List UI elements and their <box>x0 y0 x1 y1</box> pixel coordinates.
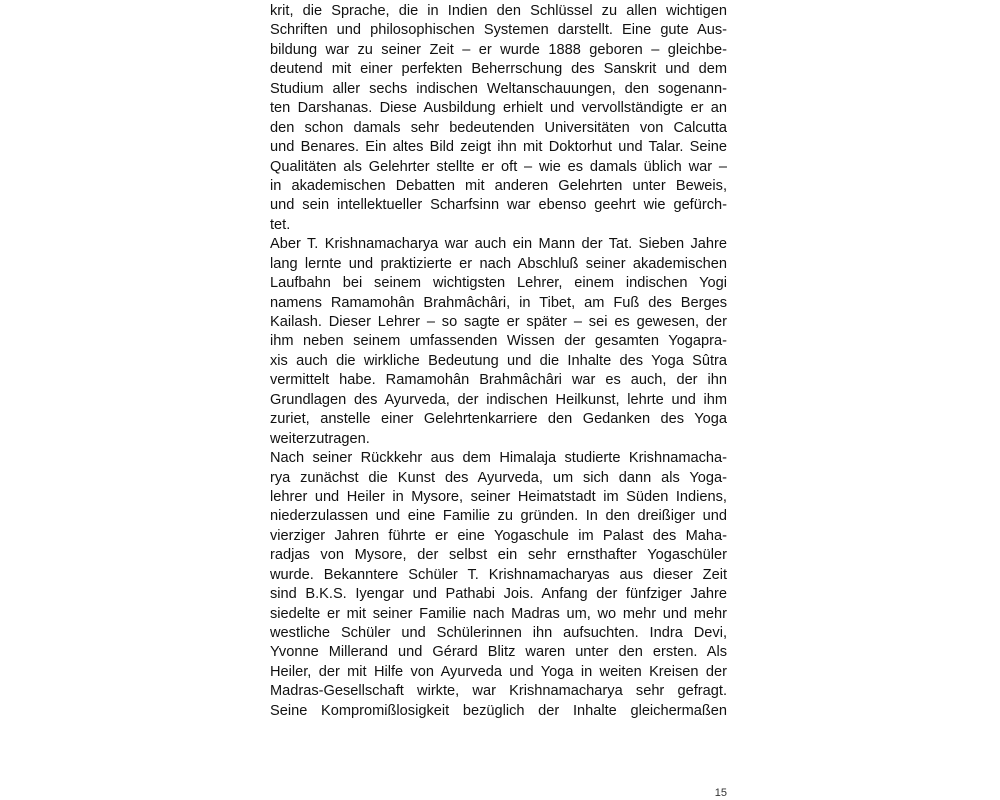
text-line: lang lernte und praktizierte er nach Abschluß seiner akademischen <box>270 255 727 272</box>
text-line: weiterzutragen. <box>270 430 370 447</box>
body-text <box>270 2 727 721</box>
text-line: Heiler, der mit Hilfe von Ayurveda und Yoga in weiten Kreisen der <box>270 663 727 680</box>
text-line: radjas von Mysore, der selbst ein sehr ernsthafter Yogaschüler <box>270 547 727 564</box>
text-line: niederzulassen und eine Familie zu gründen. In den dreißiger und <box>270 508 727 525</box>
text-line: Kailash. Dieser Lehrer – so sagte er später – sei es gewesen, der <box>270 314 727 330</box>
text-line: in akademischen Debatten mit anderen Gelehrten unter Beweis, <box>270 177 727 194</box>
text-line: Seine Kompromißlosigkeit bezüglich der Inhalte gleichermaßen <box>270 702 727 719</box>
text-line: Schriften und philosophischen Systemen darstellt. Eine gute Aus- <box>270 22 727 39</box>
text-line: zuriet, anstelle einer Gelehrtenkarriere den Gedanken des Yoga <box>270 411 727 428</box>
text-line: Grundlagen des Ayurveda, der indischen Heilkunst, lehrte und ihm <box>270 391 727 408</box>
text-line: tet. <box>270 216 291 233</box>
text-line: rya zunächst die Kunst des Ayurveda, um sich dann als Yoga- <box>270 469 727 486</box>
text-line: westliche Schüler und Schülerinnen ihn aufsuchten. Indra Devi, <box>270 625 727 641</box>
text-line: ten Darshanas. Diese Ausbildung erhielt und vervollständigte er an <box>270 100 727 117</box>
text-line: und Benares. Ein altes Bild zeigt ihn mit Doktorhut und Talar. Seine <box>270 139 727 156</box>
text-line: Laufbahn bei seinem wichtigsten Lehrer, einem indischen Yogi <box>270 275 727 292</box>
text-line: bildung war zu seiner Zeit – er wurde 1888 geboren – gleichbe- <box>270 41 727 58</box>
text-line: den schon damals sehr bedeutenden Universitäten von Calcutta <box>270 119 727 136</box>
text-line: Aber T. Krishnamacharya war auch ein Mann der Tat. Sieben Jahre <box>270 236 727 253</box>
text-line: vierziger Jahren führte er eine Yogaschule im Palast des Maha- <box>270 527 727 544</box>
text-line: krit, die Sprache, die in Indien den Schlüssel zu allen wichtigen <box>270 3 727 19</box>
text-line: sind B.K.S. Iyengar und Pathabi Jois. Anfang der fünfziger Jahre <box>270 586 727 603</box>
text-line: Studium aller sechs indischen Weltanschauungen, den sogenann- <box>270 80 727 97</box>
text-line: wurde. Bekanntere Schüler T. Krishnamacharyas aus dieser Zeit <box>270 566 727 583</box>
text-line: Yvonne Millerand und Gérard Blitz waren unter den ersten. Als <box>270 644 727 661</box>
text-line: Nach seiner Rückkehr aus dem Himalaja studierte Krishnamacha- <box>270 450 727 467</box>
text-line: und sein intellektueller Scharfsinn war ebenso geehrt wie gefürch- <box>270 197 727 214</box>
text-line: ihm neben seinem umfassenden Wissen der gesamten Yogapra- <box>270 333 727 350</box>
text-line: Madras-Gesellschaft wirkte, war Krishnamacharya sehr gefragt. <box>270 683 727 700</box>
text-line: deutend mit einer perfekten Beherrschung des Sanskrit und dem <box>270 61 727 78</box>
paragraph <box>270 235 727 449</box>
text-line: lehrer und Heiler in Mysore, seiner Heimatstadt im Süden Indiens, <box>270 488 727 505</box>
text-line: Qualitäten als Gelehrter stellte er oft – wie es damals üblich war – <box>270 158 727 175</box>
text-line: vermittelt habe. Ramamohân Brahmâchâri war es auch, der ihn <box>270 372 727 389</box>
paragraph <box>270 2 727 235</box>
paragraph <box>270 449 727 721</box>
text-line: siedelte er mit seiner Familie nach Madras um, wo mehr und mehr <box>270 605 727 622</box>
text-line: namens Ramamohân Brahmâchâri, in Tibet, am Fuß des Berges <box>270 294 727 311</box>
text-line: xis auch die wirkliche Bedeutung und die Inhalte des Yoga Sûtra <box>270 352 727 369</box>
page-number: 15 <box>714 787 727 799</box>
